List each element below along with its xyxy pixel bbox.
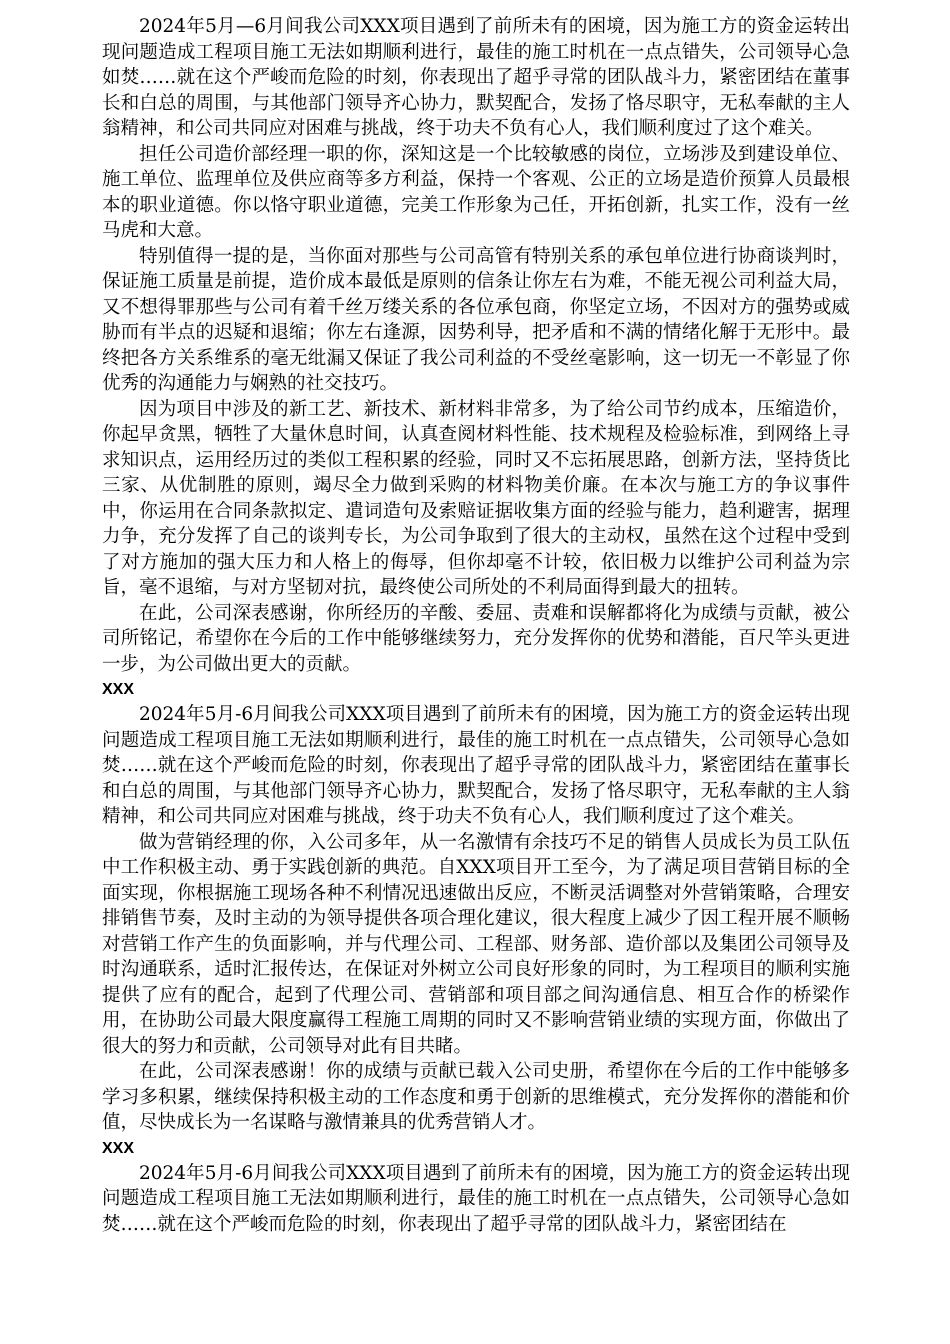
letter-1-paragraph-1: 2024年5月—6月间我公司XXX项目遇到了前所未有的困境，因为施工方的资金运转出现问题造成工程项目施工无法如期顺利进行，最佳的施工时机在一点点错失，公司领导心急如焚……就在这个严峻而危险的时刻，你表现出了超乎寻常的团队战斗力，紧密团结在董事长和白总的周围，与其他部门领导齐心协力，默契配合，发扬了恪尽职守，无私奉献的主人翁精神，和公司共同应对困难与挑战，终于功夫不负有心人，我们顺利度过了这个难关。 [102,16,850,139]
letter-1-paragraph-3: 特别值得一提的是，当你面对那些与公司高管有特别关系的承包单位进行协商谈判时，保证施工质量是前提，造价成本最低是原则的信条让你左右为难，不能无视公司利益大局，又不想得罪那些与公司有着千丝万缕关系的各位承包商，你坚定立场，不因对方的强势或威胁而有半点的迟疑和退缩；你左右逢源，因势利导，把矛盾和不满的情绪化解于无形中。最终把各方关系维系的毫无纰漏又保证了我公司利益的不受丝毫影响，这一切无一不彰显了你优秀的沟通能力与娴熟的社交技巧。 [102,245,850,394]
letter-1-paragraph-2: 担任公司造价部经理一职的你，深知这是一个比较敏感的岗位，立场涉及到建设单位、施工单位、监理单位及供应商等多方利益，保持一个客观、公正的立场是造价预算人员最根本的职业道德。你以恪守职业道德，完美工作形象为己任，开拓创新，扎实工作，没有一丝马虎和大意。 [102,143,850,241]
letter-1-signature: XXX [102,681,135,698]
letter-3-paragraph-1: 2024年5月-6月间我公司XXX项目遇到了前所未有的困境，因为施工方的资金运转出现问题造成工程项目施工无法如期顺利进行，最佳的施工时机在一点点错失，公司领导心急如焚……就在这个严峻而危险的时刻，你表现出了超乎寻常的团队战斗力，紧密团结在 [102,1162,850,1235]
letter-2-paragraph-2: 做为营销经理的你，入公司多年，从一名激情有余技巧不足的销售人员成长为员工队伍中工作积极主动、勇于实践创新的典范。自XXX项目开工至今，为了满足项目营销目标的全面实现，你根据施工现场各种不利情况迅速做出反应，不断灵活调整对外营销策略，合理安排销售节奏，及时主动的为领导提供各项合理化建议，很大程度上减少了因工程开展不顺畅对营销工作产生的负面影响，并与代理公司、工程部、财务部、造价部以及集团公司领导及时沟通联系，适时汇报传达，在保证对外树立公司良好形象的同时，为工程项目的顺利实施提供了应有的配合，起到了代理公司、营销部和项目部之间沟通信息、相互合作的桥梁作用，在协助公司最大限度赢得工程施工周期的同时又不影响营销业绩的实现方面，你做出了很大的努力和贡献，公司领导对此有目共睹。 [102,831,850,1057]
letter-1 [102,14,850,702]
letter-3 [102,1161,850,1238]
document-page [102,14,850,1237]
letter-2-signature: XXX [102,1139,135,1157]
letter-2-paragraph-3: 在此，公司深表感谢！你的成绩与贡献已载入公司史册，希望你在今后的工作中能够多学习多积累，继续保持积极主动的工作态度和勇于创新的思维模式，充分发挥你的潜能和价值，尽快成长为一名谋略与激情兼具的优秀营销人才。 [102,1061,850,1133]
letter-1-paragraph-4: 因为项目中涉及的新工艺、新技术、新材料非常多，为了给公司节约成本，压缩造价，你起早贪黑，牺牲了大量休息时间，认真查阅材料性能、技术规程及检验标准，到网络上寻求知识点，运用经历过的类似工程积累的经验，同时又不忘拓展思路，创新方法，坚持货比三家、从优制胜的原则，竭尽全力做到采购的材料物美价廉。在本次与施工方的争议事件中，你运用在合同条款拟定、遣词造句及索赔证据收集方面的经验与能力，趋利避害，据理力争，充分发挥了自己的谈判专长，为公司争取到了很大的主动权，虽然在这个过程中受到了对方施加的强大压力和人格上的侮辱，但你却毫不计较，依旧极力以维护公司利益为宗旨，毫不退缩，与对方坚韧对抗，最终使公司所处的不利局面得到最大的扭转。 [102,398,850,598]
letter-1-paragraph-5: 在此，公司深表感谢，你所经历的辛酸、委屈、责难和误解都将化为成绩与贡献，被公司所铭记，希望你在今后的工作中能够继续努力，充分发挥你的优势和潜能，百尺竿头更进一步，为公司做出更大的贡献。 [102,602,850,675]
letter-2 [102,702,850,1161]
letter-2-paragraph-1: 2024年5月-6月间我公司XXX项目遇到了前所未有的困境，因为施工方的资金运转出现问题造成工程项目施工无法如期顺利进行，最佳的施工时机在一点点错失，公司领导心急如焚……就在这个严峻而危险的时刻，你表现出了超乎寻常的团队战斗力，紧密团结在董事长和白总的周围，与其他部门领导齐心协力，默契配合，发扬了恪尽职守，无私奉献的主人翁精神，和公司共同应对困难与挑战，终于功夫不负有心人，我们顺利度过了这个难关。 [102,704,850,827]
